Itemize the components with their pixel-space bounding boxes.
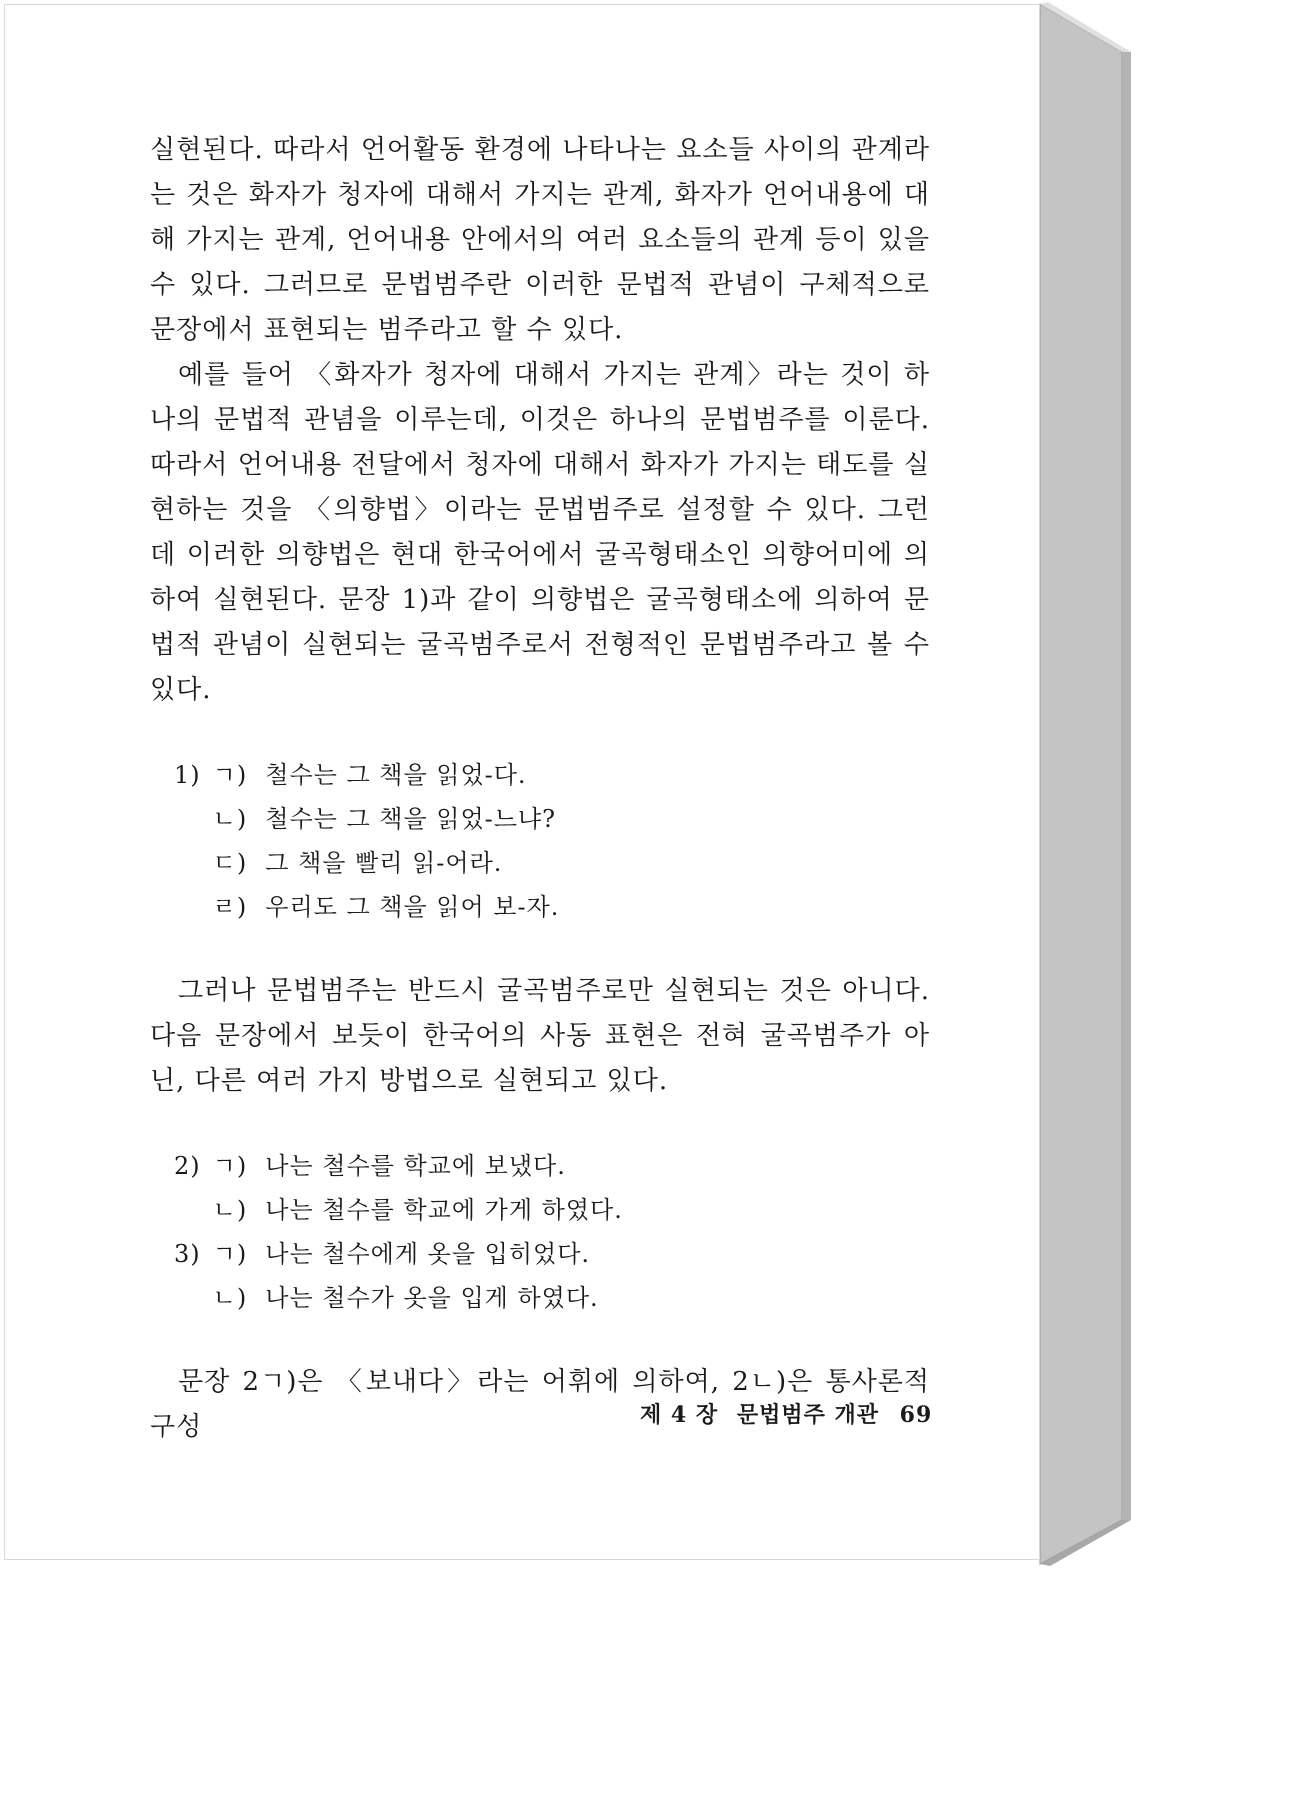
example-item <box>174 753 930 797</box>
example-item <box>174 1232 930 1276</box>
example-item <box>174 841 930 885</box>
example-list-2 <box>174 1144 930 1320</box>
example-item <box>174 885 930 929</box>
example-sub-label: ㄱ) <box>212 1240 248 1268</box>
example-text: 그 책을 빨리 읽-어라. <box>265 849 503 877</box>
example-text: 나는 철수를 학교에 보냈다. <box>265 1152 566 1180</box>
example-sub-label: ㄷ) <box>212 849 248 877</box>
example-sub-label: ㄱ) <box>212 761 248 789</box>
example-sub-label: ㄹ) <box>212 893 248 921</box>
example-number: 1) <box>174 761 201 789</box>
paragraph-1: 실현된다. 따라서 언어활동 환경에 나타나는 요소들 사이의 관계라는 것은 화자가 청자에 대해서 가지는 관계, 화자가 언어내용에 대해 가지는 관계, 언어내용 안에서의 여러 요소들의 관계 등이 있을 수 있다. 그러므로 문법범주란 이러한 문법적 관념이 구체적으로 문장에서 표현되는 범주라고 할 수 있다. <box>150 135 930 345</box>
example-sub-label: ㄴ) <box>212 1196 248 1224</box>
page-number: 69 <box>899 1402 933 1428</box>
example-sub-label: ㄱ) <box>212 1152 248 1180</box>
page-body <box>150 128 930 1450</box>
example-text: 우리도 그 책을 읽어 보-자. <box>265 893 560 921</box>
example-text: 나는 철수를 학교에 가게 하였다. <box>265 1196 623 1224</box>
example-item <box>174 797 930 841</box>
example-text: 철수는 그 책을 읽었-느냐? <box>265 805 556 833</box>
example-text: 나는 철수가 옷을 입게 하였다. <box>265 1284 599 1312</box>
paragraph-2: 예를 들어 〈화자가 청자에 대해서 가지는 관계〉라는 것이 하나의 문법적 관념을 이루는데, 이것은 하나의 문법범주를 이룬다. 따라서 언어내용 전달에서 청자에 대해서 화자가 가지는 태도를 실현하는 것을 〈의향법〉이라는 문법범주로 설정할 수 있다. 그런데 이러한 의향법은 현대 한국어에서 굴곡형태소인 의향어미에 의하여 실현된다. 문장 1)과 같이 의향법은 굴곡형태소에 의하여 문법적 관념이 실현되는 굴곡범주로서 전형적인 문법범주라고 볼 수 있다. <box>150 360 930 705</box>
chapter-title: 문법범주 개관 <box>736 1402 879 1428</box>
example-item <box>174 1144 930 1188</box>
example-text: 나는 철수에게 옷을 입히었다. <box>265 1240 591 1268</box>
example-item <box>174 1188 930 1232</box>
paragraph-3: 그러나 문법범주는 반드시 굴곡범주로만 실현되는 것은 아니다. 다음 문장에서 보듯이 한국어의 사동 표현은 전혀 굴곡범주가 아닌, 다른 여러 가지 방법으로 실현되고 있다. <box>150 976 930 1096</box>
example-number: 3) <box>174 1240 201 1268</box>
example-list-1 <box>174 753 930 929</box>
example-sub-label: ㄴ) <box>212 805 248 833</box>
example-text: 철수는 그 책을 읽었-다. <box>265 761 527 789</box>
example-number: 2) <box>174 1152 201 1180</box>
example-sub-label: ㄴ) <box>212 1284 248 1312</box>
page-footer <box>640 1398 932 1429</box>
paragraph-4: 문장 2ㄱ)은 〈보내다〉라는 어휘에 의하여, 2ㄴ)은 통사론적 구성 <box>150 1367 930 1442</box>
example-item <box>174 1276 930 1320</box>
chapter-label: 제 4 장 <box>640 1402 719 1428</box>
